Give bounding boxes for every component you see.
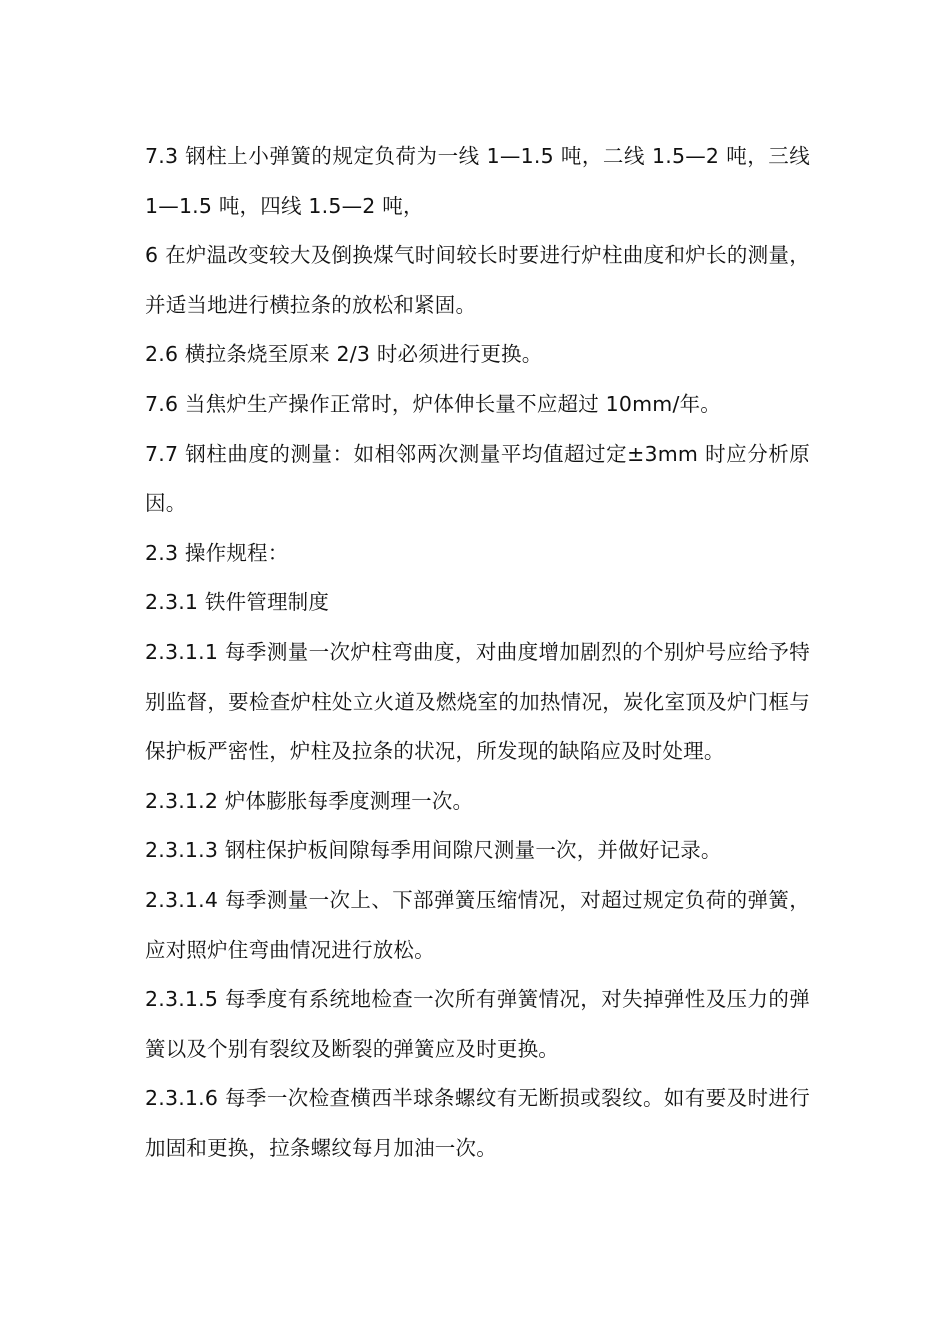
paragraph-2-3-1-6: 2.3.1.6 每季一次检查横西半球条螺纹有无断损或裂纹。如有要及时进行加固和更换，拉条螺纹每月加油一次。 [145, 1086, 810, 1160]
paragraph-2-3-1-5: 2.3.1.5 每季度有系统地检查一次所有弹簧情况，对失掉弹性及压力的弹簧以及个别有裂纹及断裂的弹簧应及时更换。 [145, 987, 810, 1061]
document-body [145, 132, 810, 1173]
paragraph-7-7-curvature: 7.7 钢柱曲度的测量：如相邻两次测量平均值超过定±3mm 时应分析原因。 [145, 441, 810, 516]
paragraph-7-6-elongation: 7.6 当焦炉生产操作正常时，炉体伸长量不应超过 10mm/年。 [145, 391, 721, 416]
paragraph-2-6-tie-rod-replacement: 2.6 横拉条烧至原来 2/3 时必须进行更换。 [145, 342, 543, 367]
paragraph-7-3-spring-load: 7.3 钢柱上小弹簧的规定负荷为一线 1—1.5 吨，二线 1.5—2 吨，三线 1—1.5 吨，四线 1.5—2 吨， [145, 144, 810, 218]
heading-2-3-1-ironware-management: 2.3.1 铁件管理制度 [145, 590, 330, 615]
paragraph-2-3-1-4: 2.3.1.4 每季测量一次上、下部弹簧压缩情况，对超过规定负荷的弹簧，应对照炉住弯曲情况进行放松。 [145, 887, 810, 962]
heading-2-3-procedures: 2.3 操作规程： [145, 540, 289, 565]
paragraph-2-3-1-3: 2.3.1.3 钢柱保护板间隙每季用间隙尺测量一次，并做好记录。 [145, 838, 722, 863]
paragraph-2-3-1-2: 2.3.1.2 炉体膨胀每季度测理一次。 [145, 788, 474, 813]
paragraph-2-3-1-1: 2.3.1.1 每季测量一次炉柱弯曲度，对曲度增加剧烈的个别炉号应给予特别监督，要检查炉柱处立火道及燃烧室的加热情况，炭化室顶及炉门框与保护板严密性，炉柱及拉条的状况，所发现的缺陷应及时处理。 [145, 639, 810, 764]
paragraph-6-column-measurement: 6 在炉温改变较大及倒换煤气时间较长时要进行炉柱曲度和炉长的测量，并适当地进行横拉条的放松和紧固。 [145, 243, 810, 317]
